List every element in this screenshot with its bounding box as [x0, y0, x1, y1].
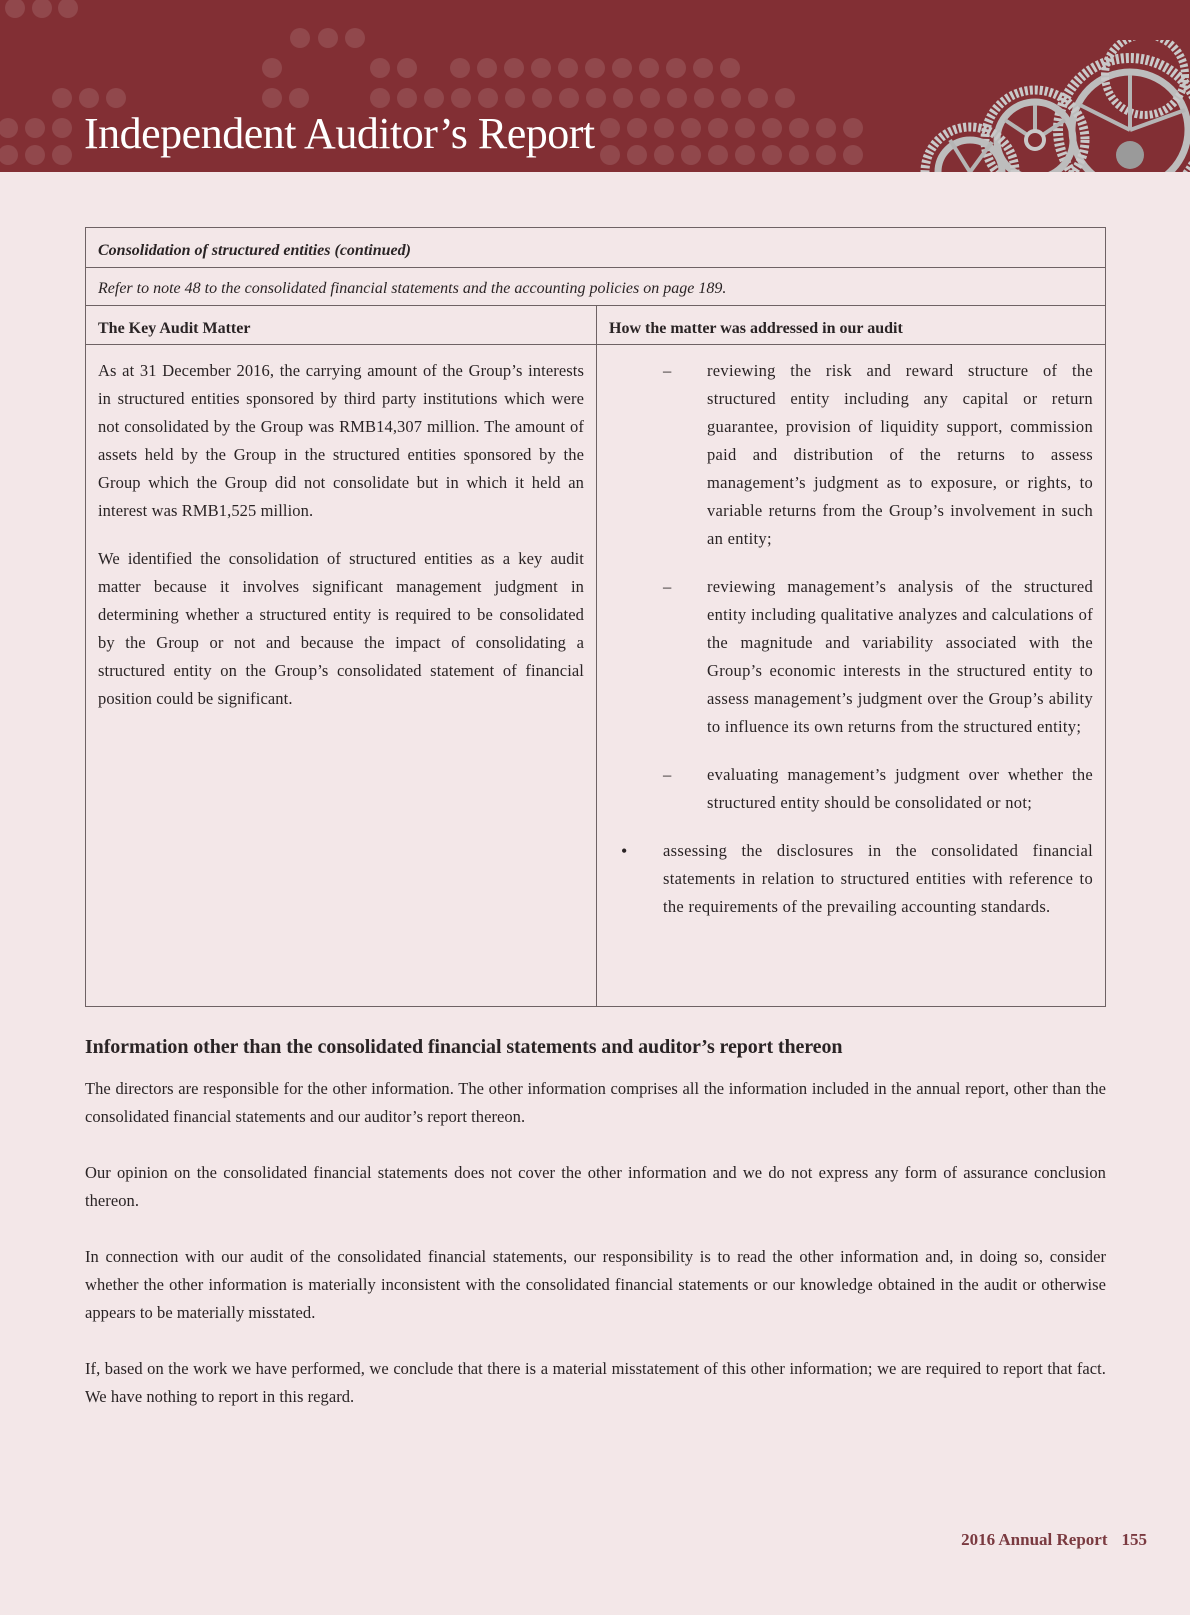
section-heading: Information other than the consolidated financial statements and auditor’s report thereon [85, 1036, 843, 1058]
body-paragraph: The directors are responsible for the other information. The other information comprises all the information included in the annual report, other than the consolidated financial statements and our auditor’s report thereon. [85, 1079, 1106, 1126]
dash-marker: – [663, 577, 672, 596]
matter-paragraph: We identified the consolidation of structured entities as a key audit matter because it involves significant management judgment in determining whether a structured entity is required to be consolidated by the Group or not and because the impact of consolidating a structured entity on the Group’s consolidated statement of financial position could be significant. [98, 549, 584, 708]
body-paragraph: Our opinion on the consolidated financial statements does not cover the other information and we do not express any form of assurance conclusion thereon. [85, 1163, 1106, 1210]
key-audit-matter-table [85, 227, 1106, 1007]
page-footer [961, 1530, 1147, 1550]
list-item-text: reviewing the risk and reward structure of the structured entity including any capital or return guarantee, provision of liquidity support, commission paid and distribution of the returns to assess management’s judgment as to exposure, or rights, to variable returns from the Group’s involvement in such an entity; [707, 361, 1093, 548]
list-item-text: assessing the disclosures in the consolidated financial statements in relation to structured entities with reference to the requirements of the prevailing accounting standards. [663, 841, 1093, 916]
gears-icon [900, 40, 1190, 172]
bullet-icon: • [621, 841, 628, 861]
key-audit-matter-column [86, 306, 597, 1006]
list-item [609, 573, 1093, 741]
page-title: Independent Auditor’s Report [84, 109, 595, 158]
table-reference: Refer to note 48 to the consolidated financial statements and the accounting policies on page 189. [86, 268, 1105, 306]
list-item [609, 357, 1093, 553]
dash-marker: – [663, 361, 672, 380]
other-information-section [85, 1036, 1106, 1439]
column-header-how-addressed: How the matter was addressed in our audit [597, 306, 1105, 345]
table-title: Consolidation of structured entities (continued) [86, 228, 1105, 268]
list-item-text: reviewing management’s analysis of the structured entity including qualitative analyzes and calculations of the magnitude and variability associated with the Group’s economic interests in the structured entity to assess management’s judgment over the Group’s ability to influence its own returns from the structured entity; [707, 577, 1093, 736]
list-item-text: evaluating management’s judgment over whether the structured entity should be consolidated or not; [707, 765, 1093, 812]
list-item [609, 837, 1093, 921]
body-paragraph: If, based on the work we have performed, we conclude that there is a material misstatement of this other information; we are required to report that fact. We have nothing to report in this regard. [85, 1359, 1106, 1406]
report-label: 2016 Annual Report [961, 1530, 1108, 1549]
body-paragraph: In connection with our audit of the consolidated financial statements, our responsibility is to read the other information and, in doing so, consider whether the other information is materially inconsistent with the consolidated financial statements or our knowledge obtained in the audit or otherwise appears to be materially misstated. [85, 1247, 1106, 1322]
list-item [609, 761, 1093, 817]
page-number: 155 [1121, 1530, 1147, 1549]
dash-marker: – [663, 765, 672, 784]
header-banner [0, 0, 1190, 172]
column-header-key-audit-matter: The Key Audit Matter [86, 306, 596, 345]
matter-paragraph: As at 31 December 2016, the carrying amount of the Group’s interests in structured entities sponsored by third party institutions which were not consolidated by the Group was RMB14,307 million. The amount of assets held by the Group in the structured entities sponsored by the Group which the Group did not consolidate but in which it held an interest was RMB1,525 million. [98, 361, 584, 520]
audit-response-column [597, 306, 1105, 1006]
